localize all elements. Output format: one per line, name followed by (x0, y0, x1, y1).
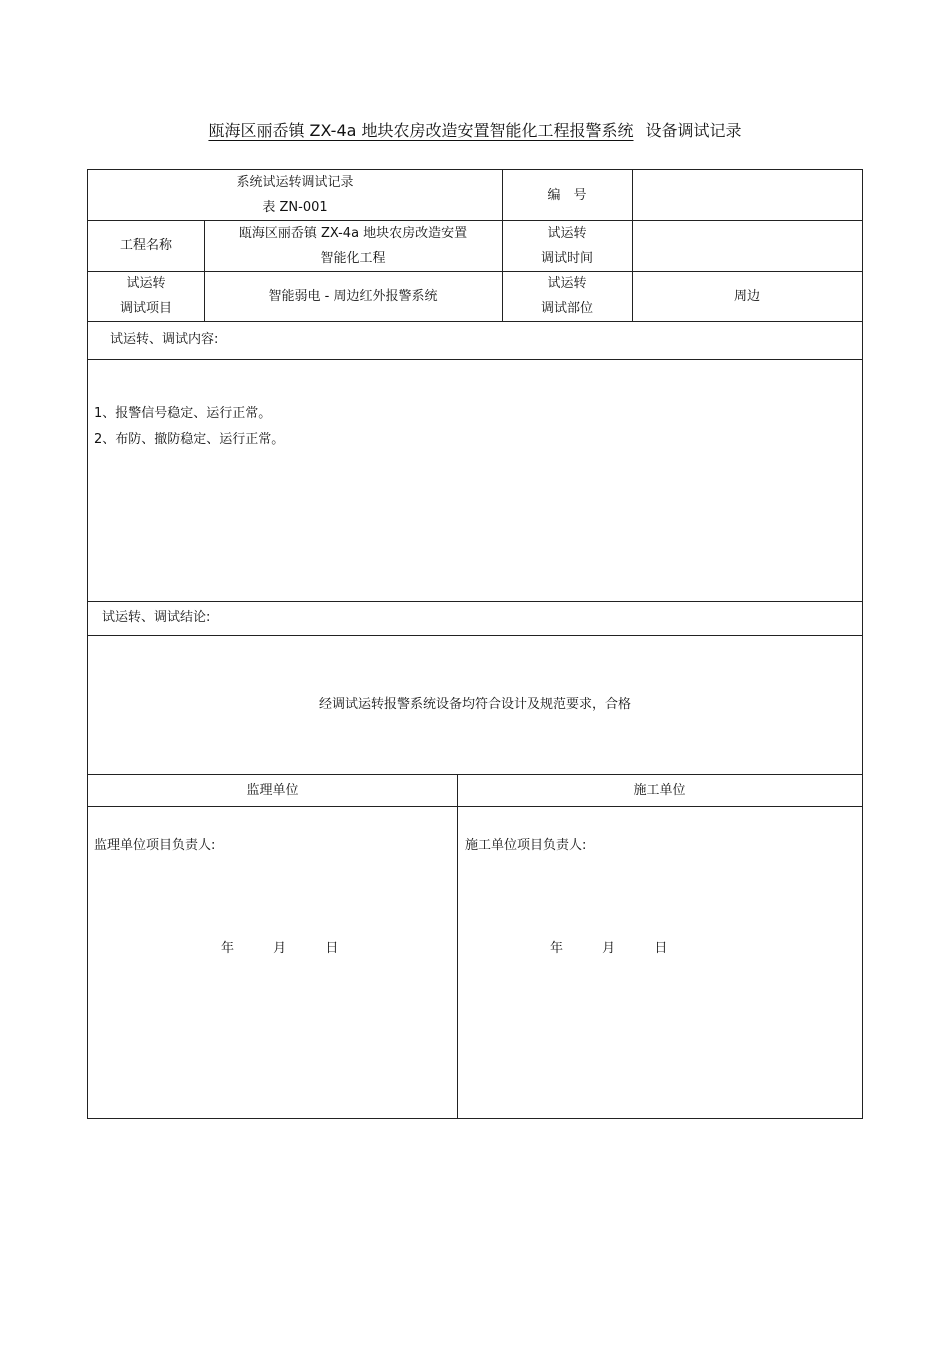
test-location-value-cell (632, 271, 862, 321)
project-name-line1: 瓯海区丽岙镇 ZX-4a 地块农房改造安置 (238, 225, 468, 241)
title-project: 瓯海区丽岙镇 ZX-4a 地块农房改造安置智能化工程报警系统 (208, 121, 634, 140)
record-name-cell (88, 170, 502, 220)
supervisor-person-label: 监理单位项目负责人: (94, 838, 216, 853)
code-label: 编 号 (547, 187, 587, 203)
contractor-header-cell (457, 774, 862, 806)
conclusion-text: 经调试运转报警系统设备均符合设计及规范要求，合格 (318, 697, 631, 712)
test-time-label-line1: 试运转 (547, 225, 587, 241)
test-time-value-cell[interactable] (632, 220, 862, 271)
supervisor-header-cell (88, 774, 457, 806)
content-heading: 试运转、调试内容: (110, 332, 219, 347)
test-item-value: 智能弱电 - 周边红外报警系统 (268, 288, 438, 304)
supervisor-date (221, 937, 338, 956)
row-divider (88, 321, 862, 322)
contractor-date-month: 月 (602, 941, 616, 956)
code-value-cell[interactable] (632, 170, 862, 220)
test-time-label-line2: 调试时间 (540, 250, 593, 266)
supervisor-date-year: 年 (221, 941, 235, 956)
supervisor-date-month: 月 (273, 941, 287, 956)
contractor-date-day: 日 (654, 941, 668, 956)
contractor-header: 施工单位 (633, 782, 686, 798)
contractor-date (550, 937, 667, 956)
test-location-label-line1: 试运转 (547, 276, 587, 291)
test-location-label-cell (502, 271, 632, 321)
document-title (0, 118, 950, 141)
row-divider (88, 806, 862, 807)
test-item-value-cell (204, 271, 502, 321)
project-name-label: 工程名称 (119, 238, 172, 253)
test-location-value: 周边 (733, 288, 760, 304)
contractor-person-label: 施工单位项目负责人: (465, 838, 587, 853)
conclusion-heading: 试运转、调试结论: (102, 610, 211, 625)
project-name-line2: 智能化工程 (320, 250, 386, 266)
conclusion-cell (88, 635, 862, 774)
content-item-2: 2、布防、撤防稳定、运行正常。 (94, 432, 285, 447)
title-suffix: 设备调试记录 (645, 121, 742, 140)
code-label-cell (502, 170, 632, 220)
test-time-label-cell (502, 220, 632, 271)
content-item-1: 1、报警信号稳定、运行正常。 (94, 406, 272, 421)
record-name: 系统试运转调试记录 (236, 175, 354, 190)
supervisor-header: 监理单位 (246, 782, 299, 798)
row-divider (88, 359, 862, 360)
project-name-value-cell (204, 220, 502, 271)
contractor-date-year: 年 (550, 941, 564, 956)
test-item-label-line1: 试运转 (126, 276, 166, 291)
project-name-label-cell (88, 220, 204, 271)
table-number: 表 ZN-001 (262, 200, 328, 215)
test-item-label-cell (88, 271, 204, 321)
supervisor-date-day: 日 (325, 941, 339, 956)
row-divider (88, 601, 862, 602)
column-divider (457, 774, 458, 1118)
test-location-label-line2: 调试部位 (540, 301, 593, 316)
record-form (87, 169, 863, 1119)
test-item-label-line2: 调试项目 (119, 301, 172, 316)
